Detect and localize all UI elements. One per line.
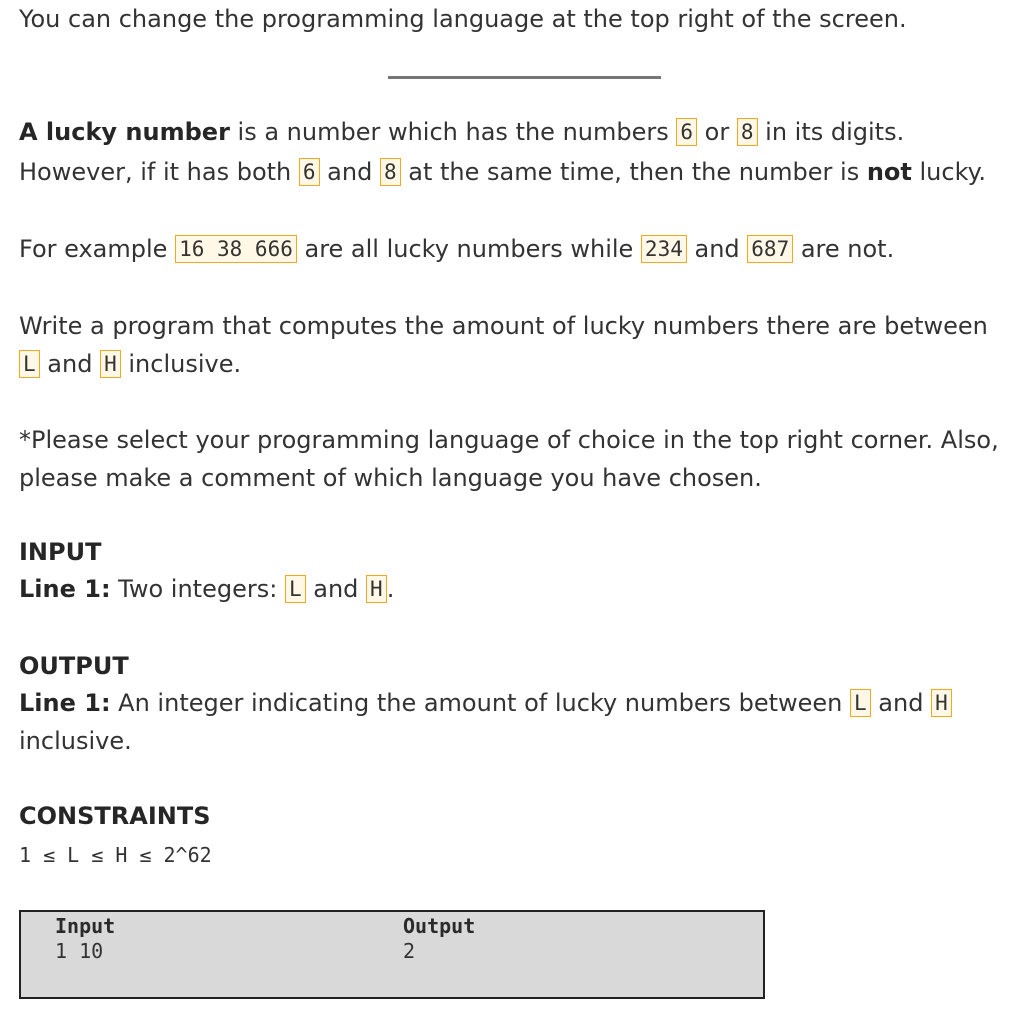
code-six: 6 (299, 158, 320, 186)
task-line-1: Write a program that computes the amount of lucky numbers there are between (19, 312, 988, 340)
code-H: H (931, 689, 952, 717)
lucky-definition-line-1: A lucky number is a number which has the numbers 6 or 8 in its digits. (19, 118, 905, 146)
code-eight: 8 (737, 118, 758, 146)
code-unlucky-example-1: 234 (641, 235, 687, 263)
input-line-label: Line 1: (19, 575, 111, 603)
example-output-column (403, 914, 475, 964)
code-H: H (100, 350, 121, 378)
lucky-number-term: A lucky number (19, 118, 230, 146)
constraints-value: 1 ≤ L ≤ H ≤ 2^62 (19, 843, 212, 867)
task-line-2: L and H inclusive. (19, 345, 1009, 383)
input-heading: INPUT (19, 538, 102, 566)
example-output-label: Output (403, 914, 476, 938)
example-output-value: 2 (403, 939, 416, 963)
code-six: 6 (676, 118, 697, 146)
not-emphasis: not (866, 158, 912, 186)
example-test-case (19, 910, 765, 999)
constraints-heading: CONSTRAINTS (19, 802, 211, 830)
code-lucky-examples: 16 38 666 (175, 235, 297, 263)
lucky-definition-line-2: However, if it has both 6 and 8 at the same time, then the number is not lucky. (19, 158, 987, 186)
example-input-value: 1 10 (55, 939, 104, 963)
output-line-label: Line 1: (19, 689, 111, 717)
example-input-label: Input (55, 914, 116, 938)
code-unlucky-example-2: 687 (747, 235, 793, 263)
code-L: L (285, 575, 306, 603)
code-L: L (850, 689, 871, 717)
code-eight: 8 (380, 158, 401, 186)
code-L: L (19, 350, 40, 378)
language-note: You can change the programming language at the top right of the screen. (19, 5, 907, 33)
example-input-column (55, 914, 115, 964)
output-line-2: inclusive. (19, 727, 132, 755)
example-sentence: For example 16 38 666 are all lucky numbers while 234 and 687 are not. (19, 235, 895, 263)
output-heading: OUTPUT (19, 652, 129, 680)
section-divider (388, 76, 661, 79)
output-line-1: Line 1: An integer indicating the amount of lucky numbers between L and H (19, 684, 1009, 722)
input-line-1: Line 1: Two integers: L and H . (19, 575, 395, 603)
language-instruction-line-1: *Please select your programming language of choice in the top right corner. Also, (19, 426, 999, 454)
language-instruction-line-2: please make a comment of which language you have chosen. (19, 464, 762, 492)
code-H: H (366, 575, 387, 603)
